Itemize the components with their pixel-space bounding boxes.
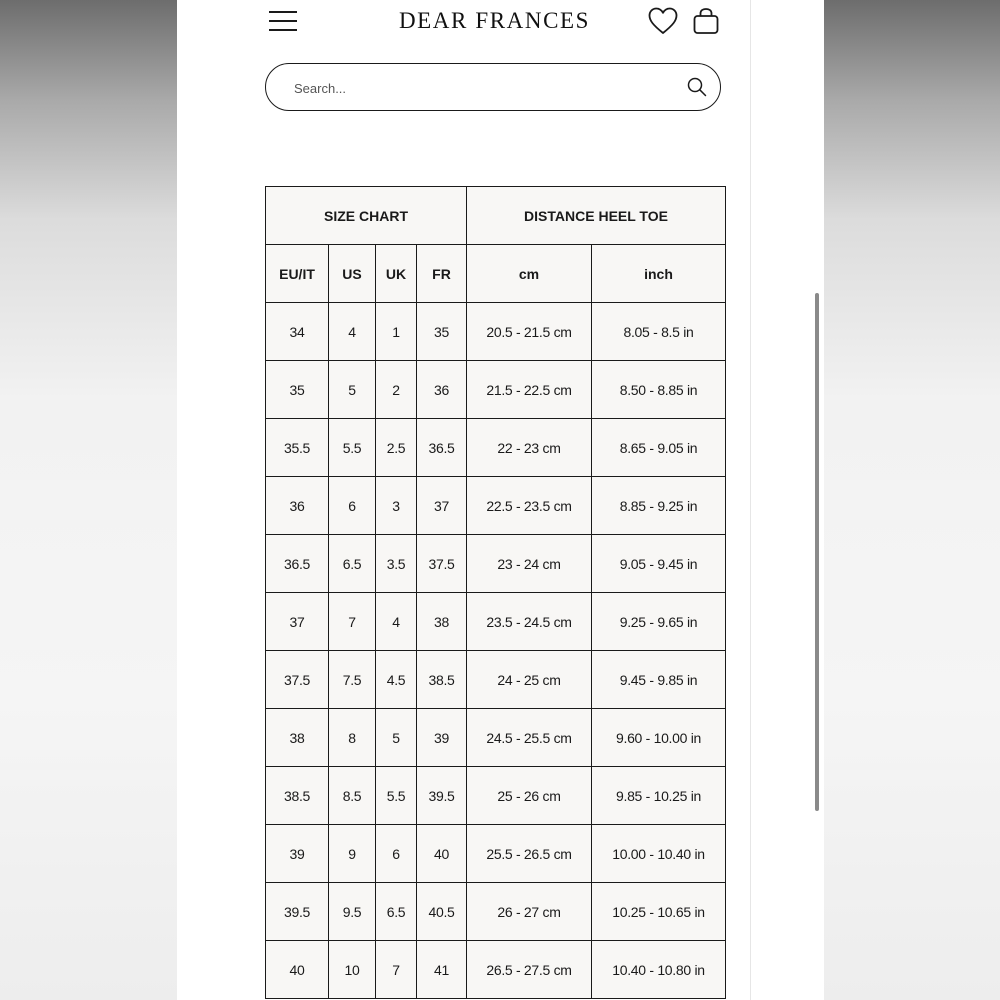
column-header-inch: inch: [592, 245, 726, 303]
cell-inch: 8.05 - 8.5 in: [592, 303, 726, 361]
table-row: [266, 303, 726, 361]
mobile-page: [177, 0, 824, 1000]
cell-inch: 8.65 - 9.05 in: [592, 419, 726, 477]
cell-fr: 40: [417, 825, 467, 883]
left-background: [0, 0, 177, 1000]
cell-fr: 39.5: [417, 767, 467, 825]
cell-eu-it: 35.5: [266, 419, 329, 477]
cell-us: 4: [329, 303, 376, 361]
cell-eu-it: 35: [266, 361, 329, 419]
cell-inch: 9.60 - 10.00 in: [592, 709, 726, 767]
cell-cm: 26 - 27 cm: [467, 883, 592, 941]
column-header-us: US: [329, 245, 376, 303]
cell-us: 6: [329, 477, 376, 535]
cell-uk: 5.5: [376, 767, 417, 825]
cell-inch: 10.40 - 10.80 in: [592, 941, 726, 999]
column-header-fr: FR: [417, 245, 467, 303]
cell-fr: 35: [417, 303, 467, 361]
table-row: [266, 651, 726, 709]
table-row: [266, 419, 726, 477]
cell-uk: 2.5: [376, 419, 417, 477]
shopping-bag-icon[interactable]: [692, 7, 720, 35]
cell-fr: 37: [417, 477, 467, 535]
cell-uk: 2: [376, 361, 417, 419]
cell-uk: 5: [376, 709, 417, 767]
cell-cm: 20.5 - 21.5 cm: [467, 303, 592, 361]
cell-fr: 37.5: [417, 535, 467, 593]
cell-inch: 9.25 - 9.65 in: [592, 593, 726, 651]
cell-eu-it: 34: [266, 303, 329, 361]
cell-eu-it: 39.5: [266, 883, 329, 941]
cell-cm: 21.5 - 22.5 cm: [467, 361, 592, 419]
brand-logo[interactable]: DEAR FRANCES: [398, 8, 591, 33]
cell-us: 9.5: [329, 883, 376, 941]
cell-fr: 36.5: [417, 419, 467, 477]
cell-cm: 22.5 - 23.5 cm: [467, 477, 592, 535]
cell-eu-it: 38.5: [266, 767, 329, 825]
cell-eu-it: 36.5: [266, 535, 329, 593]
cell-cm: 22 - 23 cm: [467, 419, 592, 477]
cell-inch: 9.45 - 9.85 in: [592, 651, 726, 709]
cell-eu-it: 37: [266, 593, 329, 651]
table-group-header-row: [266, 187, 726, 245]
table-row: [266, 593, 726, 651]
column-header-cm: cm: [467, 245, 592, 303]
cell-us: 8: [329, 709, 376, 767]
column-header-uk: UK: [376, 245, 417, 303]
cell-fr: 36: [417, 361, 467, 419]
cell-uk: 4: [376, 593, 417, 651]
cell-uk: 1: [376, 303, 417, 361]
cell-cm: 25 - 26 cm: [467, 767, 592, 825]
cell-us: 7.5: [329, 651, 376, 709]
cell-inch: 10.00 - 10.40 in: [592, 825, 726, 883]
cell-uk: 3: [376, 477, 417, 535]
search-bar: [265, 63, 721, 111]
cell-inch: 8.85 - 9.25 in: [592, 477, 726, 535]
cell-fr: 39: [417, 709, 467, 767]
table-column-header-row: [266, 245, 726, 303]
table-row: [266, 535, 726, 593]
scrollbar-thumb[interactable]: [815, 293, 819, 811]
cell-us: 9: [329, 825, 376, 883]
cell-inch: 9.85 - 10.25 in: [592, 767, 726, 825]
size-chart-table: [265, 186, 726, 999]
cell-fr: 40.5: [417, 883, 467, 941]
cell-eu-it: 40: [266, 941, 329, 999]
cell-uk: 6: [376, 825, 417, 883]
cell-us: 5.5: [329, 419, 376, 477]
cell-uk: 7: [376, 941, 417, 999]
cell-cm: 25.5 - 26.5 cm: [467, 825, 592, 883]
cell-us: 10: [329, 941, 376, 999]
table-row: [266, 709, 726, 767]
cell-fr: 38: [417, 593, 467, 651]
table-row: [266, 767, 726, 825]
cell-cm: 24.5 - 25.5 cm: [467, 709, 592, 767]
site-header: [177, 0, 824, 44]
cell-inch: 8.50 - 8.85 in: [592, 361, 726, 419]
cell-us: 5: [329, 361, 376, 419]
cell-us: 8.5: [329, 767, 376, 825]
table-row: [266, 883, 726, 941]
size-chart-header: SIZE CHART: [266, 187, 467, 245]
cell-cm: 23.5 - 24.5 cm: [467, 593, 592, 651]
hamburger-menu-icon[interactable]: [269, 10, 297, 32]
cell-us: 6.5: [329, 535, 376, 593]
table-row: [266, 477, 726, 535]
size-chart-body: [266, 303, 726, 999]
cell-inch: 10.25 - 10.65 in: [592, 883, 726, 941]
table-row: [266, 941, 726, 999]
cell-uk: 4.5: [376, 651, 417, 709]
cell-inch: 9.05 - 9.45 in: [592, 535, 726, 593]
cell-uk: 6.5: [376, 883, 417, 941]
heart-icon[interactable]: [647, 6, 679, 36]
table-row: [266, 361, 726, 419]
cell-uk: 3.5: [376, 535, 417, 593]
search-input[interactable]: [292, 76, 656, 100]
cell-fr: 41: [417, 941, 467, 999]
column-header-eu-it: EU/IT: [266, 245, 329, 303]
right-background: [824, 0, 1000, 1000]
cell-us: 7: [329, 593, 376, 651]
cell-cm: 23 - 24 cm: [467, 535, 592, 593]
cell-eu-it: 38: [266, 709, 329, 767]
distance-heel-toe-header: DISTANCE HEEL TOE: [467, 187, 726, 245]
cell-cm: 26.5 - 27.5 cm: [467, 941, 592, 999]
cell-fr: 38.5: [417, 651, 467, 709]
cell-eu-it: 36: [266, 477, 329, 535]
cell-cm: 24 - 25 cm: [467, 651, 592, 709]
table-row: [266, 825, 726, 883]
page-edge-line: [750, 0, 751, 1000]
search-icon[interactable]: [686, 76, 708, 98]
cell-eu-it: 39: [266, 825, 329, 883]
cell-eu-it: 37.5: [266, 651, 329, 709]
